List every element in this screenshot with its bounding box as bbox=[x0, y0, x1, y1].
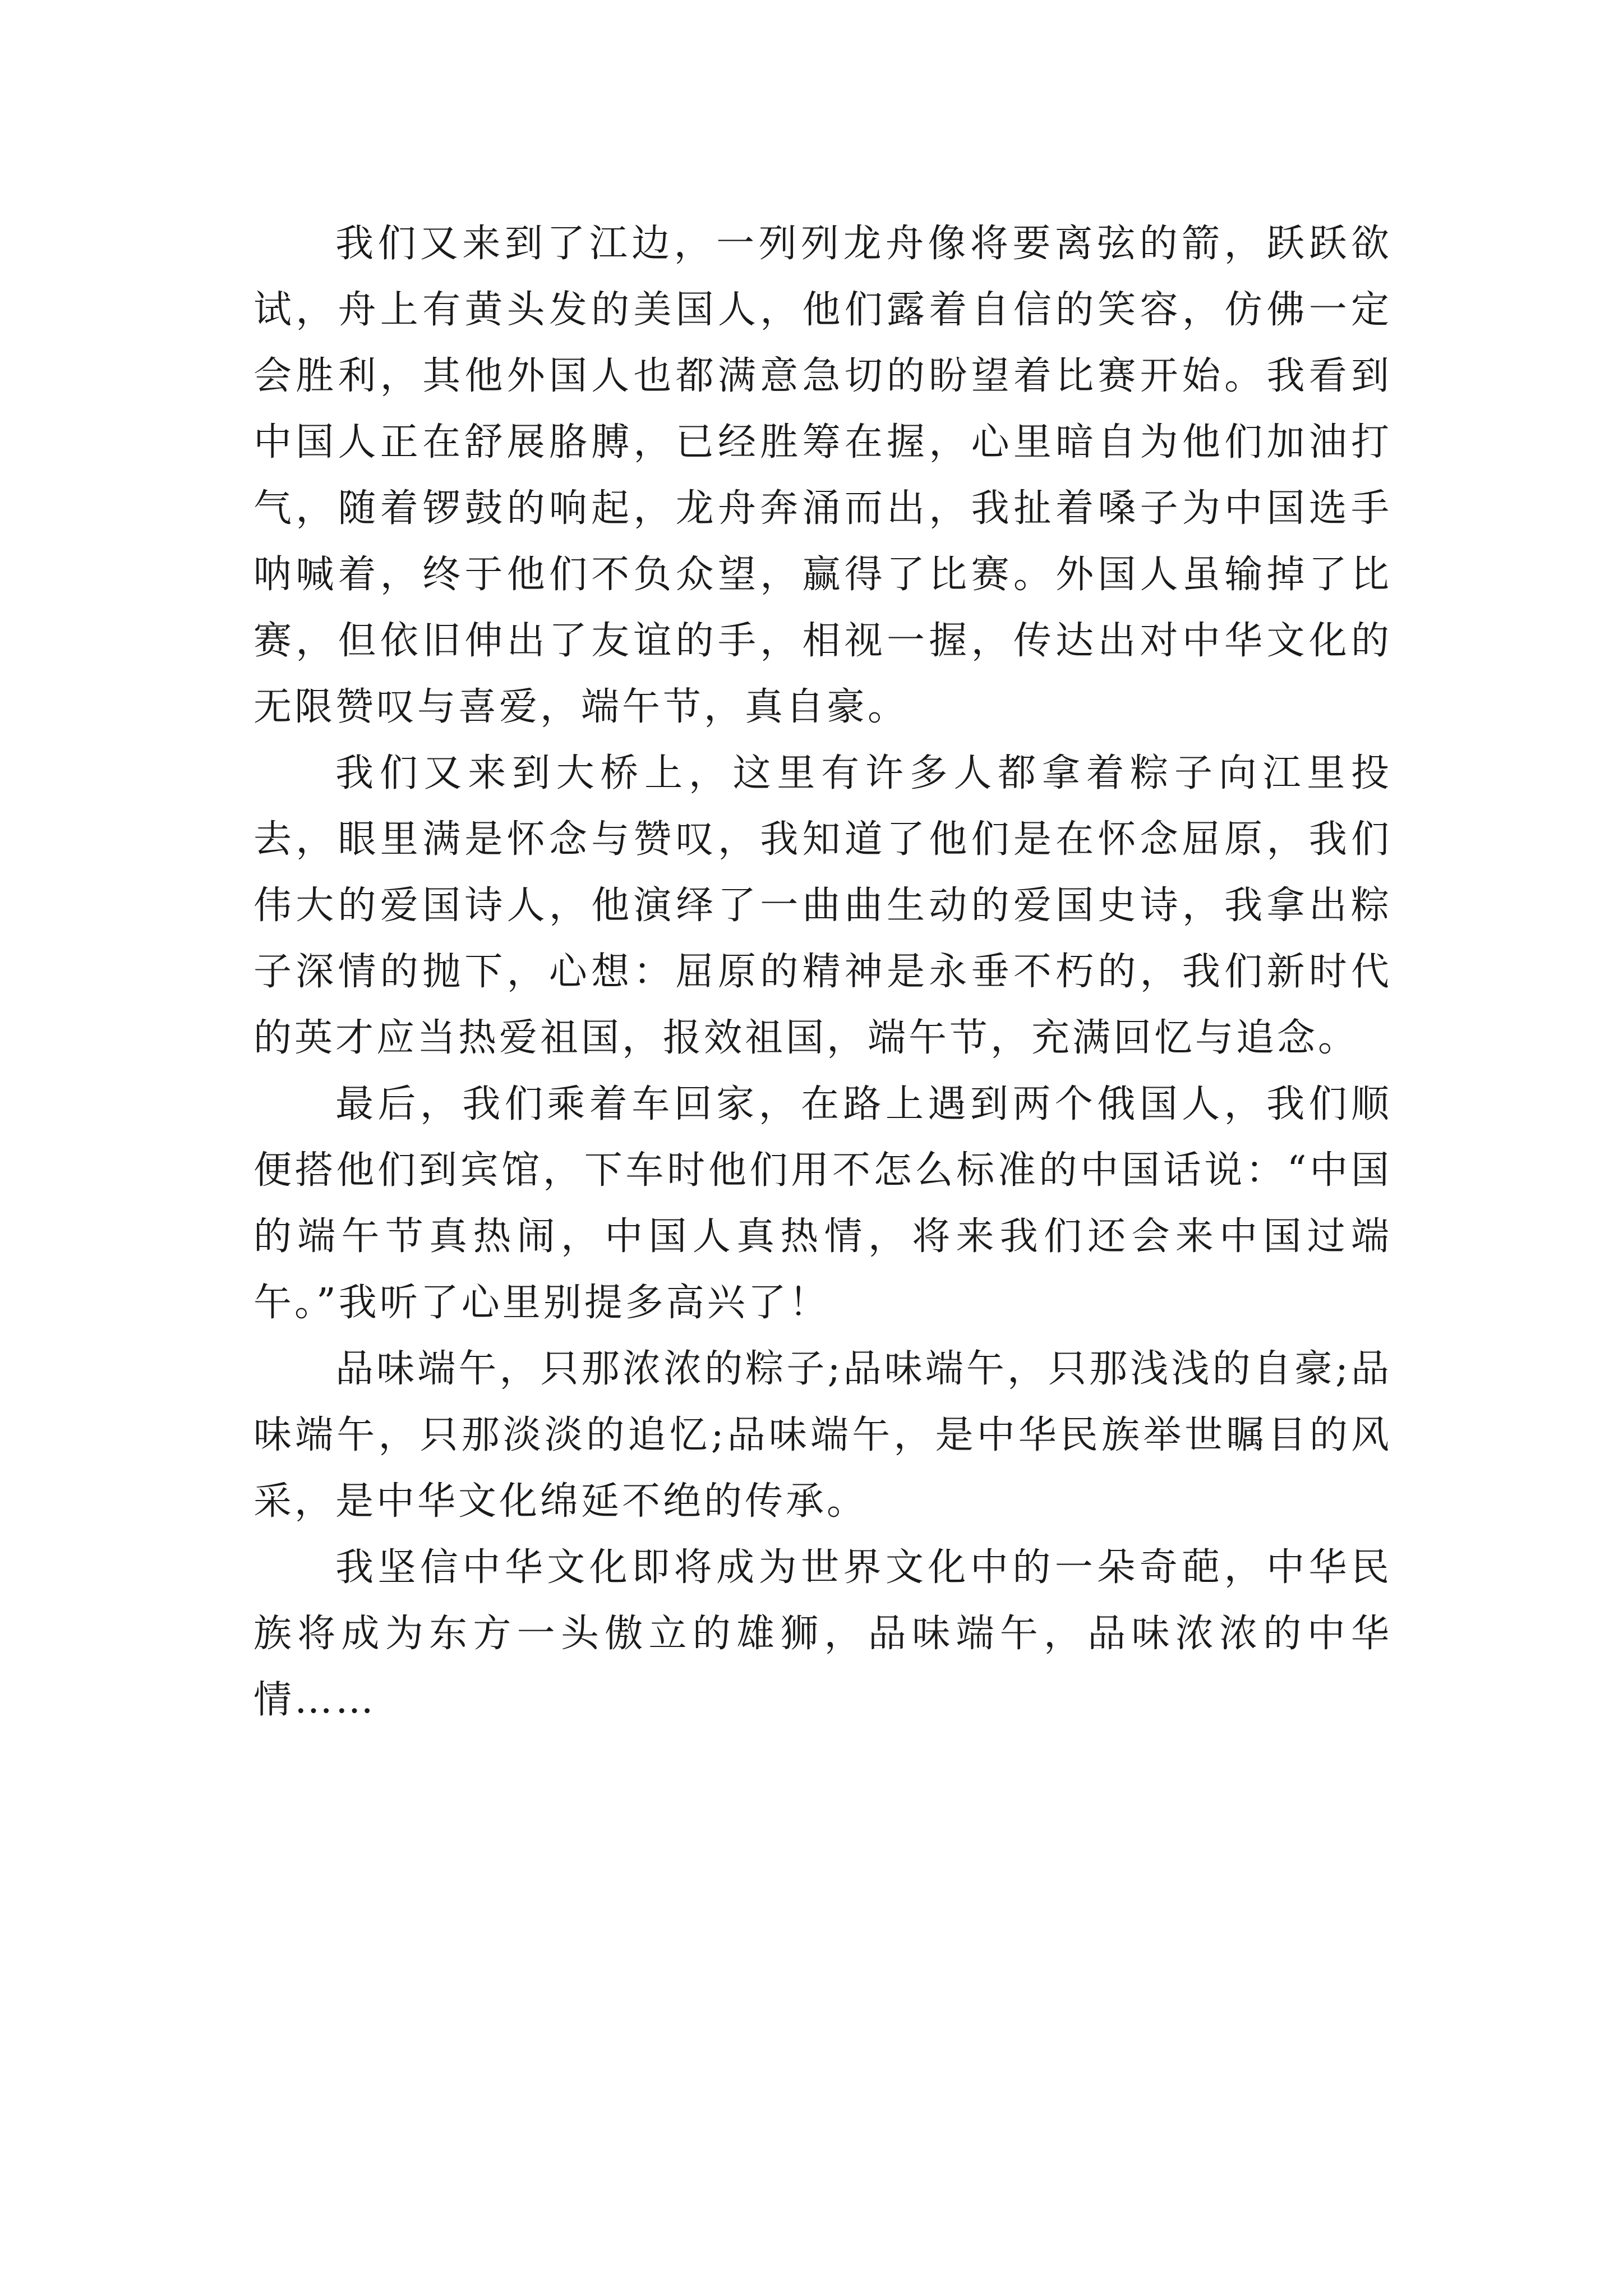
paragraph-ride-home: 最后，我们乘着车回家，在路上遇到两个俄国人，我们顺便搭他们到宾馆，下车时他们用不怎么标准的中国话说：“中国的端午节真热闹，中国人真热情，将来我们还会来中国过端午。”我听了心里别提多高兴了！ bbox=[253, 1082, 1392, 1325]
paragraph-conclusion: 我坚信中华文化即将成为世界文化中的一朵奇葩，中华民族将成为东方一头傲立的雄狮，品味端午，品味浓浓的中华情…… bbox=[253, 1545, 1392, 1722]
paragraph-savor-duanwu: 品味端午，只那浓浓的粽子;品味端午，只那浅浅的自豪;品味端午，只那淡淡的追忆;品味端午，是中华民族举世瞩目的风采，是中华文化绵延不绝的传承。 bbox=[253, 1347, 1392, 1524]
paragraph-dragon-boat-race: 我们又来到了江边，一列列龙舟像将要离弦的箭，跃跃欲试，舟上有黄头发的美国人，他们露着自信的笑容，仿佛一定会胜利，其他外国人也都满意急切的盼望着比赛开始。我看到中国人正在舒展胳膊，已经胜筹在握，心里暗自为他们加油打气，随着锣鼓的响起，龙舟奔涌而出，我扯着嗓子为中国选手呐喊着，终于他们不负众望，赢得了比赛。外国人虽输掉了比赛，但依旧伸出了友谊的手，相视一握，传达出对中华文化的无限赞叹与喜爱，端午节，真自豪。 bbox=[253, 222, 1392, 729]
paragraph-bridge-zongzi: 我们又来到大桥上，这里有许多人都拿着粽子向江里投去，眼里满是怀念与赞叹，我知道了他们是在怀念屈原，我们伟大的爱国诗人，他演绎了一曲曲生动的爱国史诗，我拿出粽子深情的抛下，心想：屈原的精神是永垂不朽的，我们新时代的英才应当热爱祖国，报效祖国，端午节，充满回忆与追念。 bbox=[253, 751, 1392, 1060]
document-body bbox=[253, 211, 1392, 1733]
